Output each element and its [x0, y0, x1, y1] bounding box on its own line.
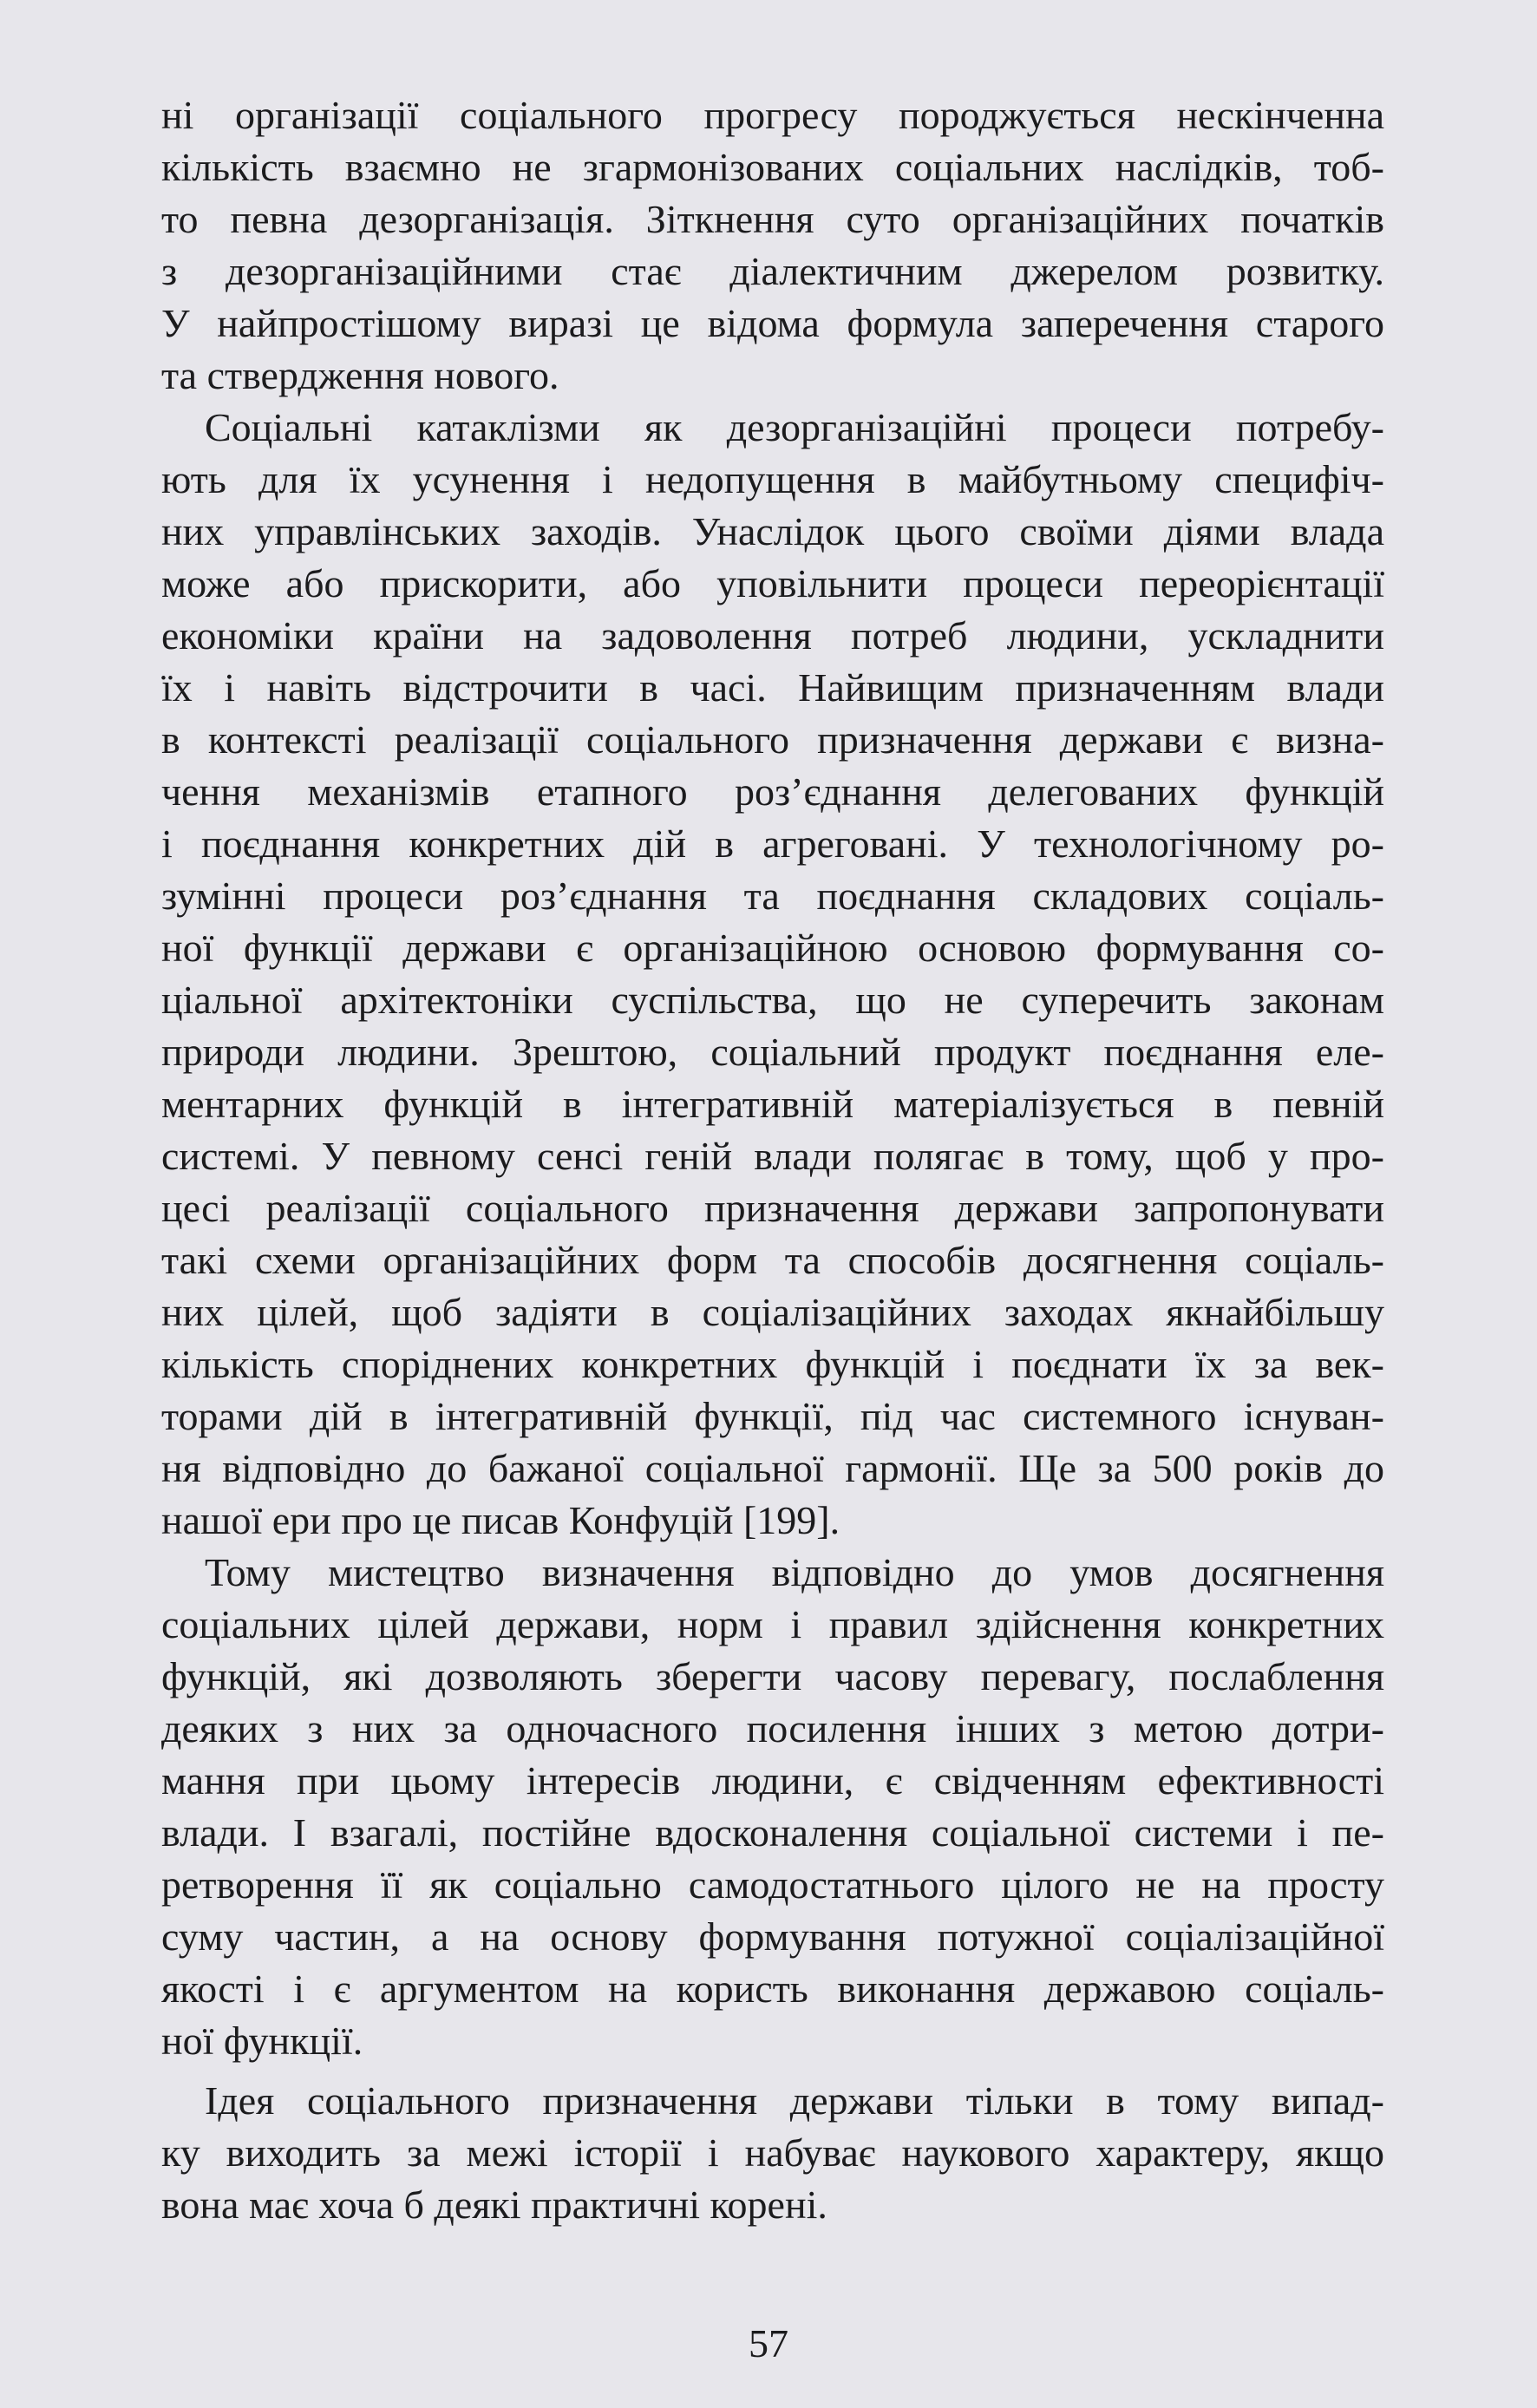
text-line: їх і навіть відстрочити в часі. Найвищим призначенням влади: [161, 665, 1384, 710]
text-line: ціальної архітектоніки суспільства, що не суперечить законам: [161, 978, 1384, 1022]
body-text: [161, 89, 1384, 2231]
text-line: якості і є аргументом на користь виконання державою соціаль-: [161, 1966, 1384, 2011]
paragraph: [161, 402, 1384, 1547]
text-line: влади. І взагалі, постійне вдосконалення соціальної системи і пе-: [161, 1810, 1384, 1855]
text-line: такі схеми організаційних форм та способів досягнення соціаль-: [161, 1238, 1384, 1282]
text-line: торами дій в інтегративній функції, під час системного існуван-: [161, 1394, 1384, 1438]
text-line: функцій, які дозволяють зберегти часову перевагу, послаблення: [161, 1654, 1384, 1698]
text-line: соціальних цілей держави, норм і правил здійснення конкретних: [161, 1602, 1384, 1646]
text-line: системі. У певному сенсі геній влади полягає в тому, щоб у про-: [161, 1134, 1384, 1178]
text-line: Соціальні катаклізми як дезорганізаційні процеси потребу-: [205, 405, 1384, 449]
text-line: них цілей, щоб задіяти в соціалізаційних заходах якнайбільшу: [161, 1290, 1384, 1334]
text-line: Тому мистецтво визначення відповідно до умов досягнення: [205, 1550, 1384, 1594]
text-line: з дезорганізаційними стає діалектичним джерелом розвитку.: [161, 249, 1384, 293]
text-line: вона має хоча б деякі практичні корені.: [161, 2182, 827, 2227]
text-line: цесі реалізації соціального призначення держави запропонувати: [161, 1186, 1384, 1230]
text-line: мання при цьому інтересів людини, є свідченням ефективності: [161, 1758, 1384, 1803]
text-line: економіки країни на задоволення потреб людини, ускладнити: [161, 613, 1384, 658]
text-line: і поєднання конкретних дій в агреговані. У технологічному ро-: [161, 821, 1384, 866]
paragraph: [161, 2075, 1384, 2231]
text-line: ють для їх усунення і недопущення в майбутньому специфіч-: [161, 457, 1384, 501]
text-line: то певна дезорганізація. Зіткнення суто організаційних початків: [161, 197, 1384, 241]
text-line: них управлінських заходів. Унаслідок цього своїми діями влада: [161, 509, 1384, 553]
text-line: зумінні процеси роз’єднання та поєднання складових соціаль-: [161, 874, 1384, 918]
text-line: ні організації соціального прогресу породжується нескінченна: [161, 93, 1384, 137]
text-line: У найпростішому виразі це відома формула заперечення старого: [161, 301, 1384, 345]
text-line: та ствердження нового.: [161, 353, 559, 397]
text-line: кількість споріднених конкретних функцій і поєднати їх за век-: [161, 1342, 1384, 1386]
paragraph: [161, 89, 1384, 402]
text-line: природи людини. Зрештою, соціальний продукт поєднання еле-: [161, 1030, 1384, 1074]
page-number: 57: [749, 2321, 788, 2365]
text-line: в контексті реалізації соціального призначення держави є визна-: [161, 717, 1384, 762]
text-line: може або прискорити, або уповільнити процеси переорієнтації: [161, 561, 1384, 605]
text-line: нашої ери про це писав Конфуцій [199].: [161, 1498, 840, 1542]
text-line: деяких з них за одночасного посилення інших з метою дотри-: [161, 1706, 1384, 1750]
text-line: ної функції держави є організаційною основою формування со-: [161, 926, 1384, 970]
text-line: Ідея соціального призначення держави тільки в тому випад-: [205, 2078, 1384, 2123]
text-line: ретворення її як соціально самодостатнього цілого не на просту: [161, 1862, 1384, 1907]
text-line: ментарних функцій в інтегративній матеріалізується в певній: [161, 1082, 1384, 1126]
text-line: ня відповідно до бажаної соціальної гармонії. Ще за 500 років до: [161, 1446, 1384, 1490]
text-line: чення механізмів етапного роз’єднання делегованих функцій: [161, 769, 1384, 814]
text-line: кількість взаємно не згармонізованих соціальних наслідків, тоб-: [161, 145, 1384, 189]
text-line: суму частин, а на основу формування потужної соціалізаційної: [161, 1914, 1384, 1959]
text-line: ної функції.: [161, 2019, 363, 2063]
text-line: ку виходить за межі історії і набуває наукового характеру, якщо: [161, 2130, 1384, 2175]
paragraph: [161, 1547, 1384, 2067]
